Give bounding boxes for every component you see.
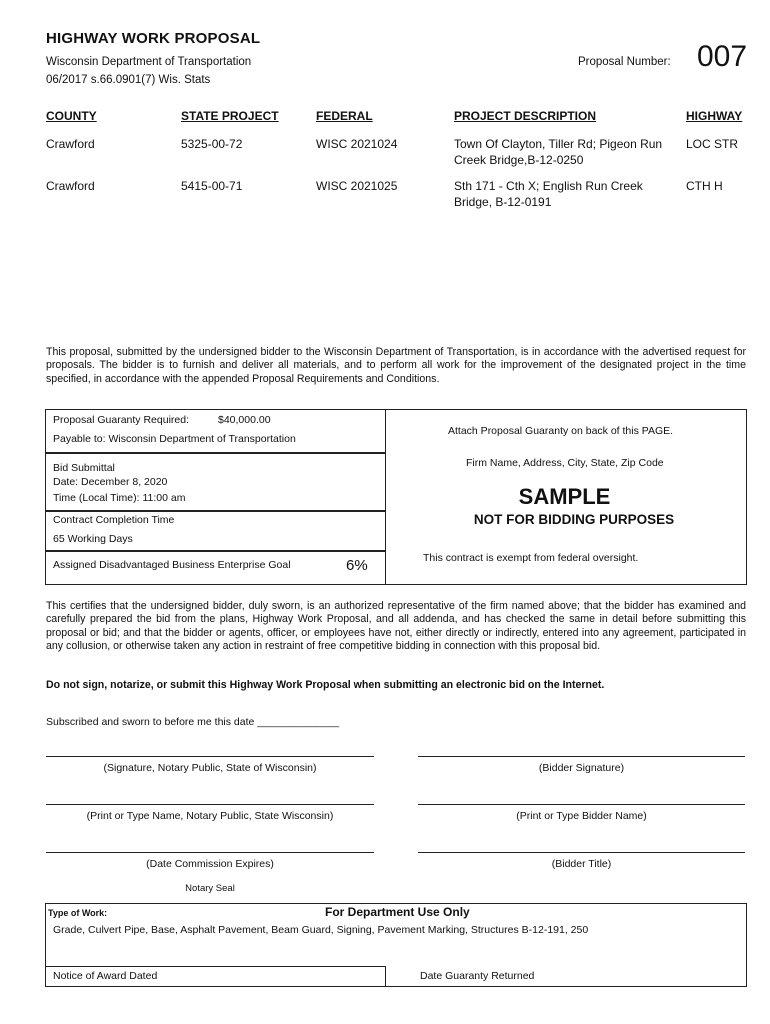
notary-signature-line[interactable] <box>46 756 374 757</box>
sworn-date-line: Subscribed and sworn to before me this date ______________ <box>46 716 340 728</box>
department-use-heading: For Department Use Only <box>325 905 470 919</box>
not-for-bidding-notice: NOT FOR BIDDING PURPOSES <box>473 512 675 527</box>
notary-signature-caption: (Signature, Notary Public, State of Wisconsin) <box>103 762 317 774</box>
bidder-signature-line[interactable] <box>418 756 745 757</box>
bidder-signature-caption: (Bidder Signature) <box>538 762 625 774</box>
guaranty-returned-label: Date Guaranty Returned <box>420 970 535 982</box>
row1-highway: LOC STR <box>686 137 739 151</box>
guaranty-required-label: Proposal Guaranty Required: <box>53 414 189 426</box>
row1-state-project: 5325-00-72 <box>181 137 243 151</box>
bidder-name-line[interactable] <box>418 804 745 805</box>
bid-submittal-date: Date: December 8, 2020 <box>53 476 168 488</box>
attach-guaranty-note: Attach Proposal Guaranty on back of this PAGE. <box>448 425 674 437</box>
commission-expires-caption: (Date Commission Expires) <box>146 858 274 870</box>
notary-seal-label: Notary Seal <box>185 883 235 894</box>
guaranty-payable-to: Payable to: Wisconsin Department of Transportation <box>53 433 296 445</box>
row2-county: Crawford <box>46 179 95 193</box>
bid-submittal-label: Bid Submittal <box>53 462 115 474</box>
proposal-number-label: Proposal Number: <box>578 56 671 68</box>
col-header-county: COUNTY <box>46 109 97 123</box>
type-of-work-label: Type of Work: <box>48 908 108 918</box>
work-types: Grade, Culvert Pipe, Base, Asphalt Pavement, Beam Guard, Signing, Pavement Marking, Structures B-12-191, 250 <box>53 924 589 936</box>
row1-federal: WISC 2021024 <box>316 137 398 151</box>
guaranty-amount: $40,000.00 <box>218 414 271 426</box>
row2-description: Sth 171 - Cth X; English Run Creek Bridge, B-12-0191 <box>454 179 643 209</box>
certification-paragraph: This certifies that the undersigned bidder, duly sworn, is an authorized representative of the firm named above; that the bidder has examined and carefully prepared the bid from the plans, Highway Work Proposal, and all addenda, and has checked the same in detail before submitting this proposal or bid; and that the bidder or agents, officer, or employees have not, either directly or indirectly, entered into any agreement, participated in any collusion, or otherwise taken any action in restraint of free competitive bidding in connection with this proposal bid. <box>46 600 746 652</box>
col-header-project-description: PROJECT DESCRIPTION <box>454 109 597 123</box>
firm-info-label: Firm Name, Address, City, State, Zip Code <box>466 457 664 469</box>
intro-paragraph: This proposal, submitted by the undersigned bidder to the Wisconsin Department of Transportation, is in accordance with the advertised request for proposals. The bidder is to furnish and deliver all materials, and to perform all work for the improvement of the designated project in the time specified, in accordance with the appended Proposal Requirements and Conditions. <box>46 346 746 385</box>
notary-name-line[interactable] <box>46 804 374 805</box>
sample-watermark: SAMPLE <box>518 484 611 509</box>
commission-expires-line[interactable] <box>46 852 374 853</box>
row2-highway: CTH H <box>686 179 723 193</box>
federal-exempt-note: This contract is exempt from federal oversight. <box>423 552 639 564</box>
dbe-goal-value: 6% <box>346 557 368 574</box>
page-title: HIGHWAY WORK PROPOSAL <box>46 30 261 47</box>
bidder-title-line[interactable] <box>418 852 745 853</box>
department-name: Wisconsin Department of Transportation <box>46 56 252 68</box>
col-header-federal: FEDERAL <box>316 109 373 123</box>
notary-name-caption: (Print or Type Name, Notary Public, State Wisconsin) <box>86 810 334 822</box>
row1-county: Crawford <box>46 137 95 151</box>
dbe-goal-label: Assigned Disadvantaged Business Enterprise Goal <box>53 559 291 571</box>
col-header-highway: HIGHWAY <box>686 109 743 123</box>
bidder-title-caption: (Bidder Title) <box>551 858 612 870</box>
proposal-number: 007 <box>697 40 748 73</box>
form-reference: 06/2017 s.66.0901(7) Wis. Stats <box>46 74 211 86</box>
bid-submittal-time: Time (Local Time): 11:00 am <box>53 492 186 504</box>
col-header-state-project: STATE PROJECT <box>181 109 279 123</box>
row2-state-project: 5415-00-71 <box>181 179 243 193</box>
completion-value: 65 Working Days <box>53 533 133 545</box>
notice-of-award-label: Notice of Award Dated <box>53 970 158 982</box>
row2-federal: WISC 2021025 <box>316 179 398 193</box>
bidder-name-caption: (Print or Type Bidder Name) <box>516 810 647 822</box>
completion-label: Contract Completion Time <box>53 514 175 526</box>
row1-description: Town Of Clayton, Tiller Rd; Pigeon Run Creek Bridge,B-12-0250 <box>454 137 663 167</box>
electronic-bid-warning: Do not sign, notarize, or submit this Highway Work Proposal when submitting an electronic bid on the Internet. <box>46 679 605 691</box>
